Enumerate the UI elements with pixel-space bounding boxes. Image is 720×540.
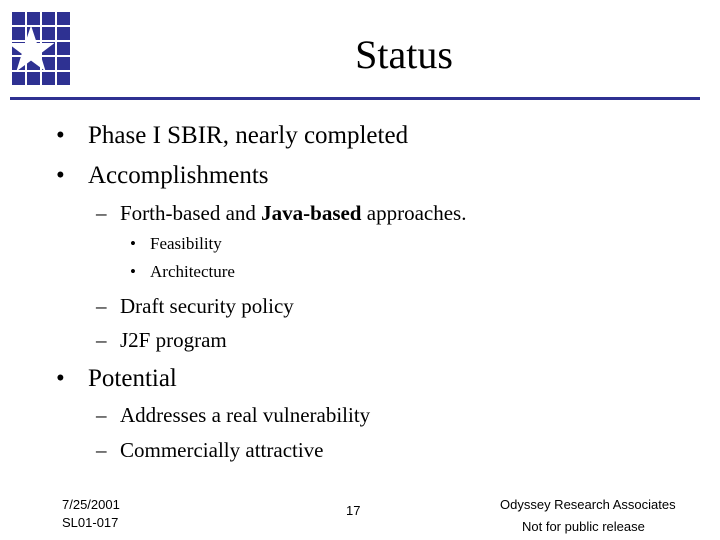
bullet-text: Potential bbox=[88, 365, 177, 392]
sub-bullet-text: Forth-based and Java-based approaches. bbox=[120, 201, 467, 225]
sub-sub-bullet-text: Feasibility bbox=[150, 234, 222, 253]
sub-bullet-text: Draft security policy bbox=[120, 294, 294, 318]
bullet-text: Accomplishments bbox=[88, 162, 269, 189]
footer-code: SL01-017 bbox=[62, 515, 119, 530]
footer-notice: Not for public release bbox=[522, 519, 645, 534]
sub-bullet-text: Addresses a real vulnerability bbox=[120, 403, 371, 427]
title-divider bbox=[10, 97, 700, 100]
sub-sub-bullet-text: Architecture bbox=[150, 262, 235, 281]
sub-bullet-text: J2F program bbox=[120, 328, 227, 352]
footer-organization: Odyssey Research Associates bbox=[500, 497, 676, 512]
page-number: 17 bbox=[346, 503, 361, 518]
bullet-text: Phase I SBIR, nearly completed bbox=[88, 122, 409, 149]
slide-title: Status bbox=[355, 32, 453, 77]
sub-bullet-text: Commercially attractive bbox=[120, 438, 324, 462]
footer-date: 7/25/2001 bbox=[62, 497, 120, 512]
